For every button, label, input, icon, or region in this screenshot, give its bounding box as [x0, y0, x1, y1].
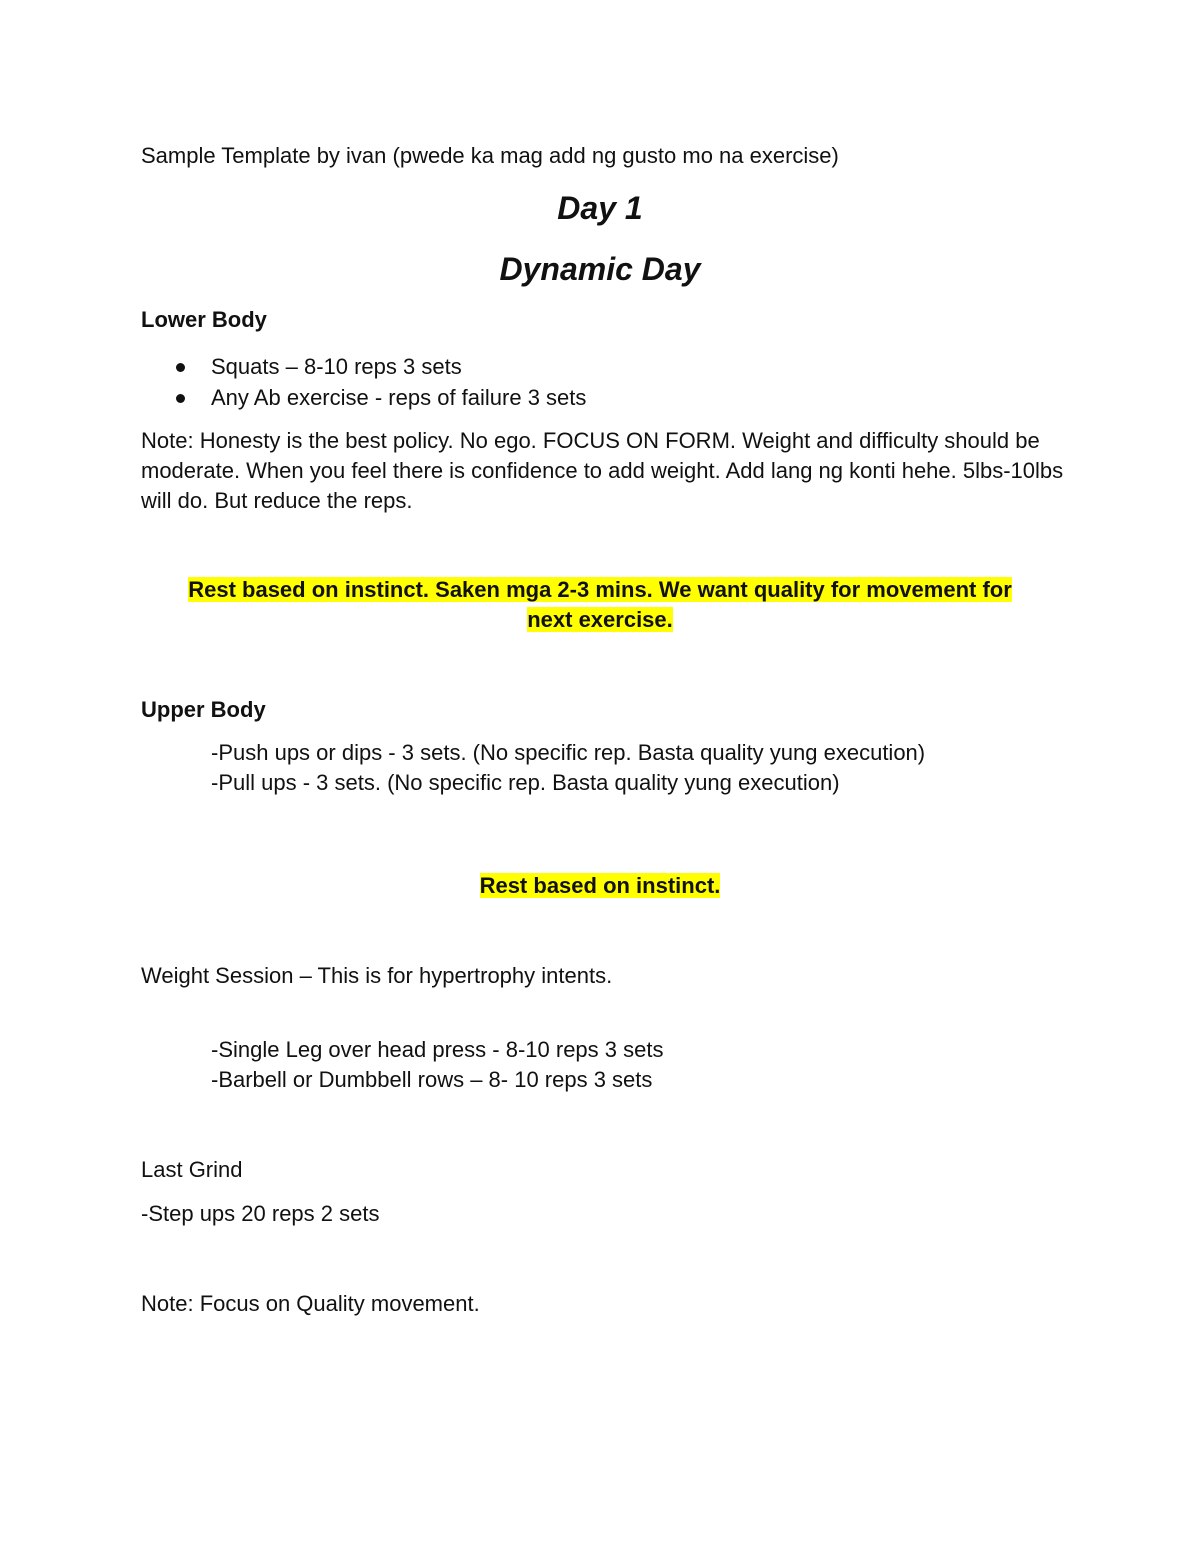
bullet-icon — [176, 394, 185, 403]
rest-note-1-line-2: next exercise. — [527, 607, 673, 632]
intro-text: Sample Template by ivan (pwede ka mag add ng gusto mo na exercise) — [141, 143, 839, 168]
lower-body-list — [176, 352, 586, 414]
upper-body-list — [211, 738, 925, 798]
day-subtitle: Dynamic Day — [499, 251, 701, 287]
last-grind-item: -Step ups 20 reps 2 sets — [141, 1201, 380, 1226]
list-item-text: Any Ab exercise - reps of failure 3 sets — [211, 385, 587, 410]
upper-body-heading: Upper Body — [141, 697, 266, 722]
rest-note-2 — [0, 871, 1200, 901]
rest-note-2-text: Rest based on instinct. — [479, 873, 721, 898]
rest-note-1-line-1: Rest based on instinct. Saken mga 2-3 mins. We want quality for movement for — [188, 577, 1012, 602]
list-item — [176, 383, 586, 414]
list-item: -Barbell or Dumbbell rows – 8- 10 reps 3 sets — [211, 1067, 653, 1092]
last-grind-heading: Last Grind — [141, 1157, 243, 1182]
day-title: Day 1 — [557, 190, 643, 226]
list-item — [176, 352, 586, 383]
final-note: Note: Focus on Quality movement. — [141, 1291, 480, 1316]
weight-session-heading: Weight Session – This is for hypertrophy intents. — [141, 963, 613, 988]
list-item-text: Squats – 8-10 reps 3 sets — [211, 354, 462, 379]
weight-session-list — [211, 1035, 663, 1095]
bullet-icon — [176, 363, 185, 372]
list-item: -Single Leg over head press - 8-10 reps 3 sets — [211, 1037, 664, 1062]
lower-body-note: Note: Honesty is the best policy. No ego. FOCUS ON FORM. Weight and difficulty should be moderate. When you feel there is confidence to add weight. Add lang ng konti hehe. 5lbs-10lbs will do. But reduce the reps. — [141, 428, 1064, 513]
list-item: -Pull ups - 3 sets. (No specific rep. Basta quality yung execution) — [211, 770, 840, 795]
lower-body-heading: Lower Body — [141, 307, 267, 332]
list-item: -Push ups or dips - 3 sets. (No specific rep. Basta quality yung execution) — [211, 740, 926, 765]
rest-note-1 — [0, 575, 1200, 635]
